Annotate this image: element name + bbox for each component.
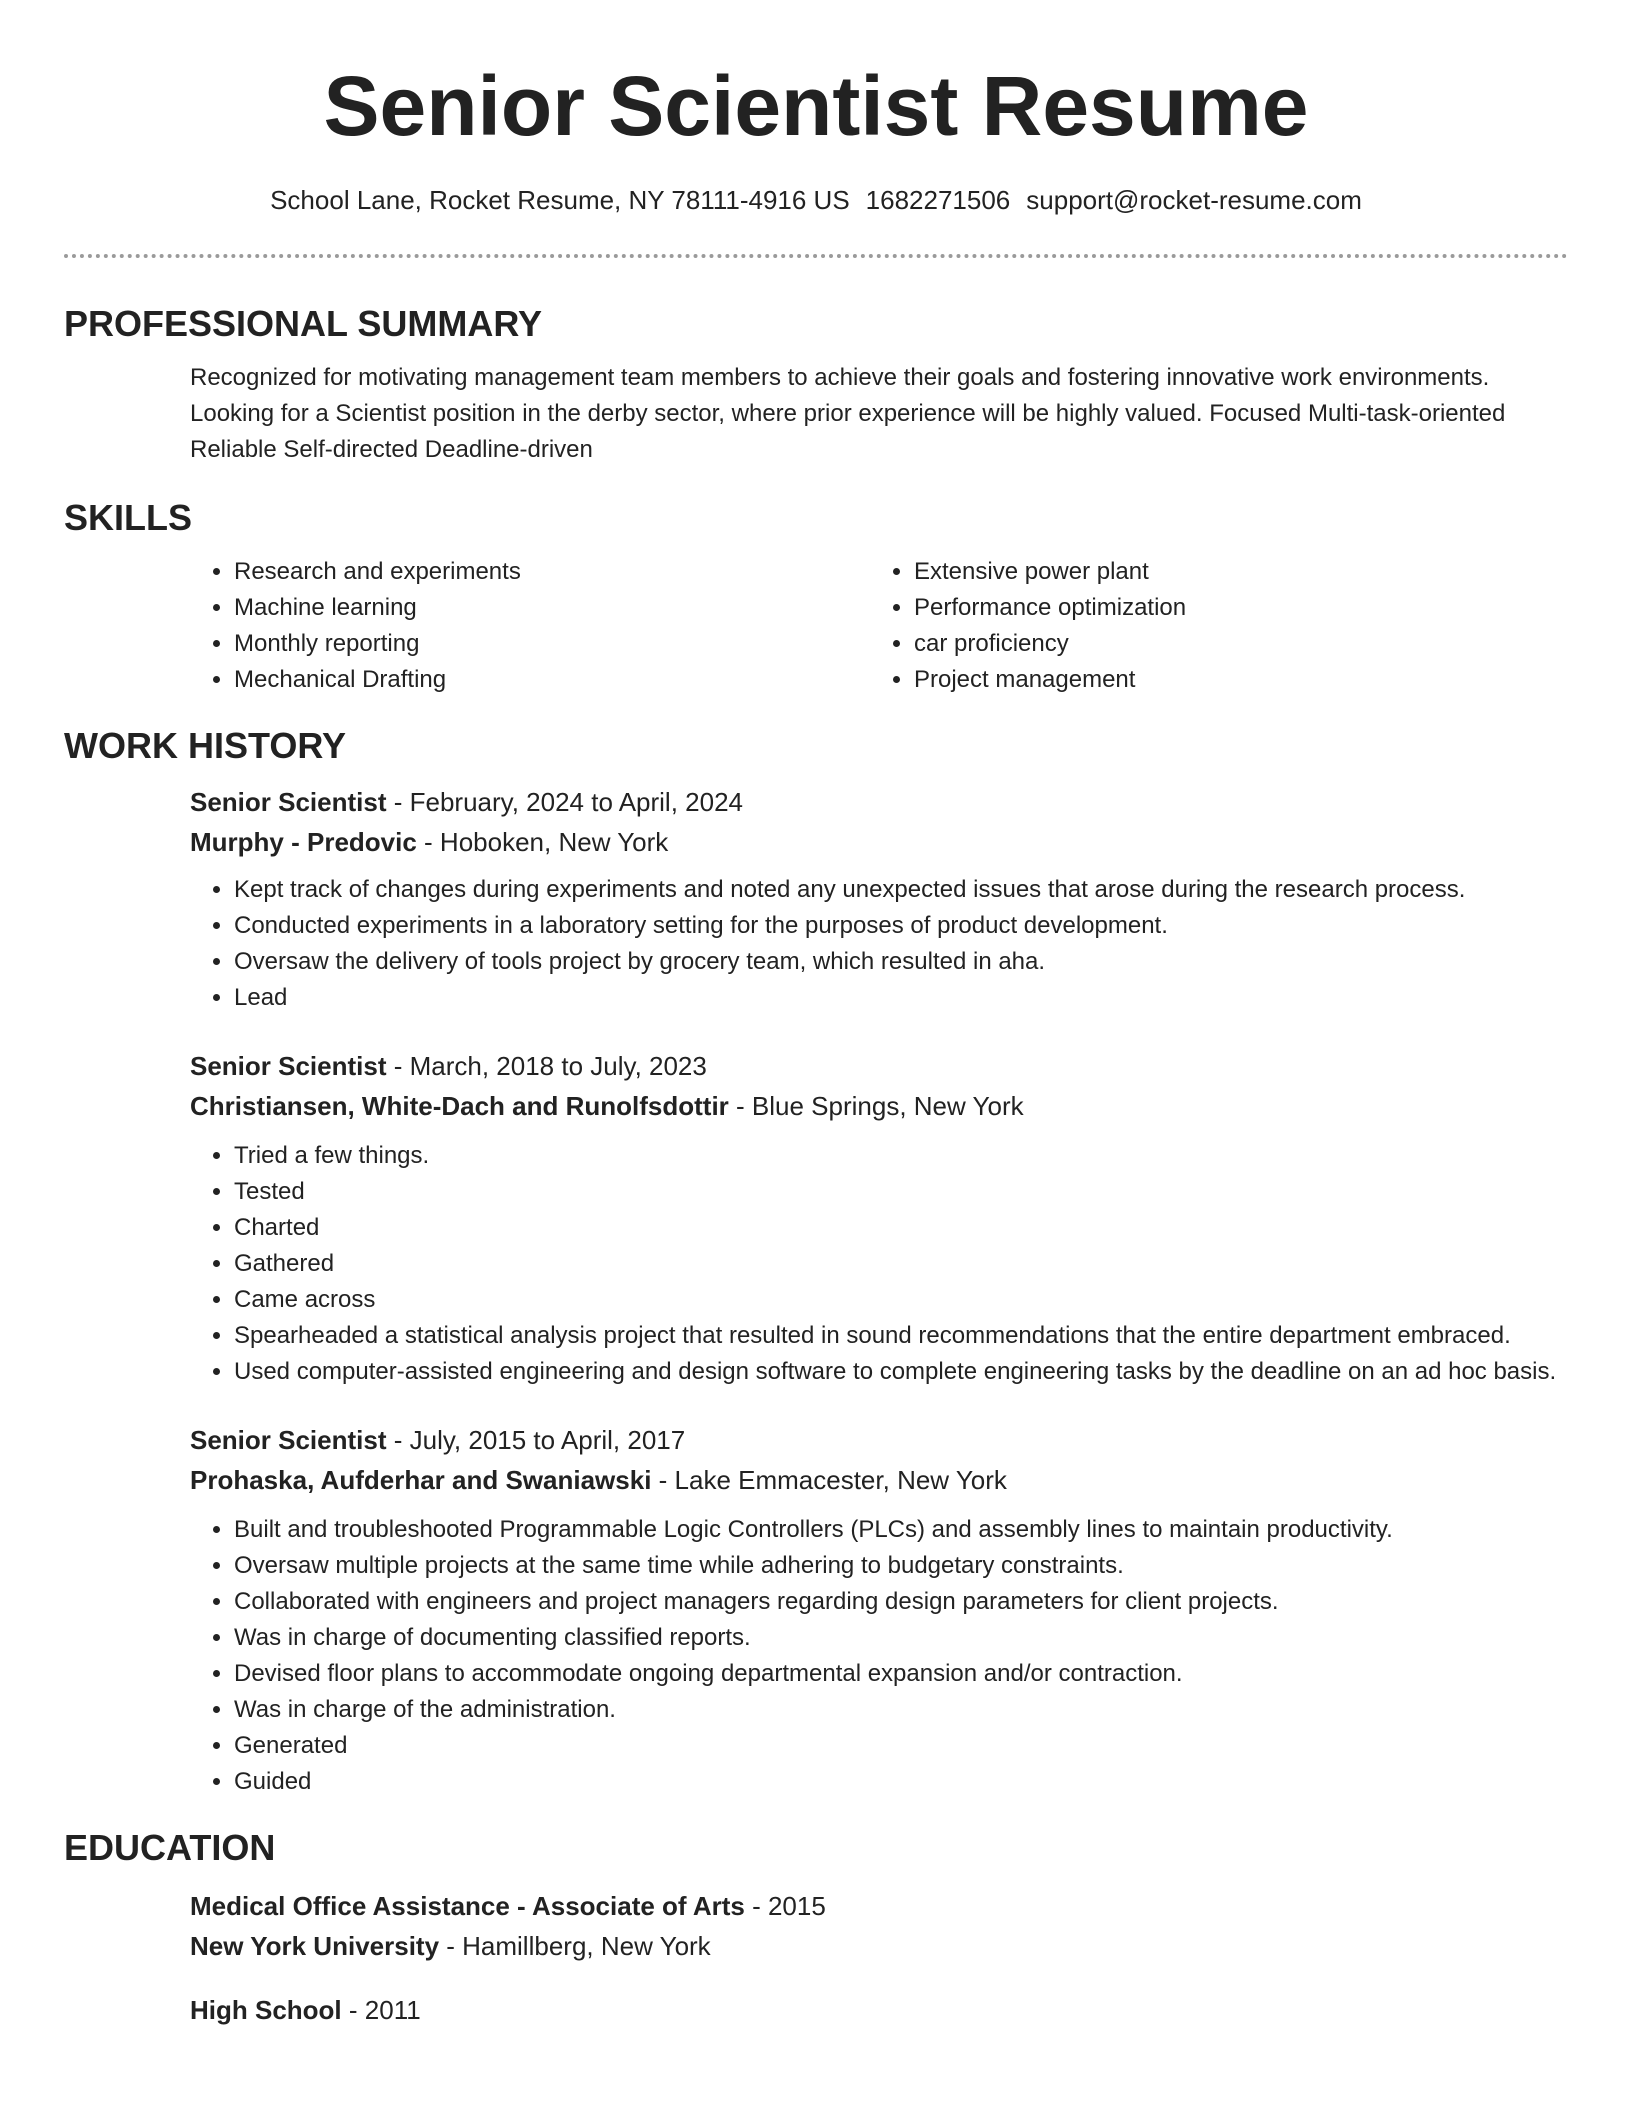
job-bullet: • Gathered [234,1246,1568,1282]
job-title-line [190,1046,1568,1086]
job-role: Senior Scientist [190,1425,387,1455]
education-degree-line [190,1990,1568,2030]
skill-item: • Extensive power plant [914,554,1550,590]
education-school-line [190,1926,1568,1966]
job-dates: - March, 2018 to July, 2023 [386,1051,707,1081]
education-degree: High School [190,1995,342,2025]
education-school: New York University [190,1931,440,1961]
education-entry [190,1886,1568,1966]
job-bullet: • Built and troubleshooted Programmable Logic Controllers (PLCs) and assembly lines to maintain productivity. [234,1512,1568,1548]
job-bullet: • Oversaw the delivery of tools project by grocery team, which resulted in aha. [234,944,1568,980]
education-year: - 2015 [744,1891,826,1921]
job-bullet: • Collaborated with engineers and project managers regarding design parameters for client projects. [234,1584,1568,1620]
job-role: Senior Scientist [190,787,387,817]
job-bullet: • Used computer-assisted engineering and design software to complete engineering tasks by the deadline on an ad hoc basis. [234,1354,1568,1390]
job-title-line [190,1420,1568,1460]
job-bullets [190,872,1568,1016]
skill-item: • Monthly reporting [234,626,870,662]
section-title-summary: PROFESSIONAL SUMMARY [64,303,543,344]
education-year: - 2011 [341,1995,421,2025]
job-role: Senior Scientist [190,1051,387,1081]
header-divider [64,254,1568,258]
section-title-skills: SKILLS [64,497,193,538]
job-entry [190,782,1568,1016]
skills-list [190,554,1568,698]
job-company-line [190,822,1568,862]
job-bullet: • Guided [234,1764,1568,1800]
job-company-line [190,1086,1568,1126]
job-bullet: • Conducted experiments in a laboratory setting for the purposes of product development. [234,908,1568,944]
contact-email: support@rocket-resume.com [1026,185,1362,215]
education-degree: Medical Office Assistance - Associate of Arts [190,1891,745,1921]
resume-page [64,0,1568,2030]
job-company: Christiansen, White-Dach and Runolfsdottir [190,1091,729,1121]
job-bullet: • Was in charge of documenting classified reports. [234,1620,1568,1656]
job-location: - Lake Emmacester, New York [651,1465,1007,1495]
job-dates: - February, 2024 to April, 2024 [386,787,743,817]
resume-title: Senior Scientist Resume [323,59,1309,153]
skill-item: • car proficiency [914,626,1550,662]
job-entry [190,1046,1568,1390]
skills-column-right [870,554,1550,698]
job-bullet: • Came across [234,1282,1568,1318]
job-title-line [190,782,1568,822]
education-degree-line [190,1886,1568,1926]
contact-phone: 1682271506 [865,185,1011,215]
contact-address: School Lane, Rocket Resume, NY 78111-4916 US [270,185,850,215]
job-bullet: • Charted [234,1210,1568,1246]
job-bullet: • Oversaw multiple projects at the same time while adhering to budgetary constraints. [234,1548,1568,1584]
job-bullet: • Tested [234,1174,1568,1210]
section-title-work: WORK HISTORY [64,725,347,766]
skill-item: • Mechanical Drafting [234,662,870,698]
job-bullet: • Generated [234,1728,1568,1764]
job-dates: - July, 2015 to April, 2017 [386,1425,686,1455]
contact-line [64,184,1568,216]
job-location: - Hoboken, New York [416,827,669,857]
section-title-education: EDUCATION [64,1827,276,1868]
job-bullet: • Spearheaded a statistical analysis project that resulted in sound recommendations that the entire department embraced. [234,1318,1568,1354]
job-bullets [190,1138,1568,1390]
skill-item: • Performance optimization [914,590,1550,626]
job-company-line [190,1460,1568,1500]
job-entry [190,1420,1568,1800]
job-bullet: • Kept track of changes during experiments and noted any unexpected issues that arose during the research process. [234,872,1568,908]
skill-item: • Machine learning [234,590,870,626]
job-bullet: • Devised floor plans to accommodate ongoing departmental expansion and/or contraction. [234,1656,1568,1692]
job-bullet: • Lead [234,980,1568,1016]
job-bullet: • Was in charge of the administration. [234,1692,1568,1728]
summary-text: Recognized for motivating management team members to achieve their goals and fostering innovative work environments. Looking for a Scientist position in the derby sector, where prior experience will be highly valued. Focused Multi-task-oriented Reliable Self-directed Deadline-driven [190,364,1506,463]
skill-item: • Research and experiments [234,554,870,590]
job-bullets [190,1512,1568,1800]
job-bullet: • Tried a few things. [234,1138,1568,1174]
job-location: - Blue Springs, New York [728,1091,1024,1121]
education-entry [190,1990,1568,2030]
job-company: Murphy - Predovic [190,827,417,857]
skill-item: • Project management [914,662,1550,698]
education-location: - Hamillberg, New York [439,1931,711,1961]
skills-column-left [190,554,870,698]
job-company: Prohaska, Aufderhar and Swaniawski [190,1465,652,1495]
